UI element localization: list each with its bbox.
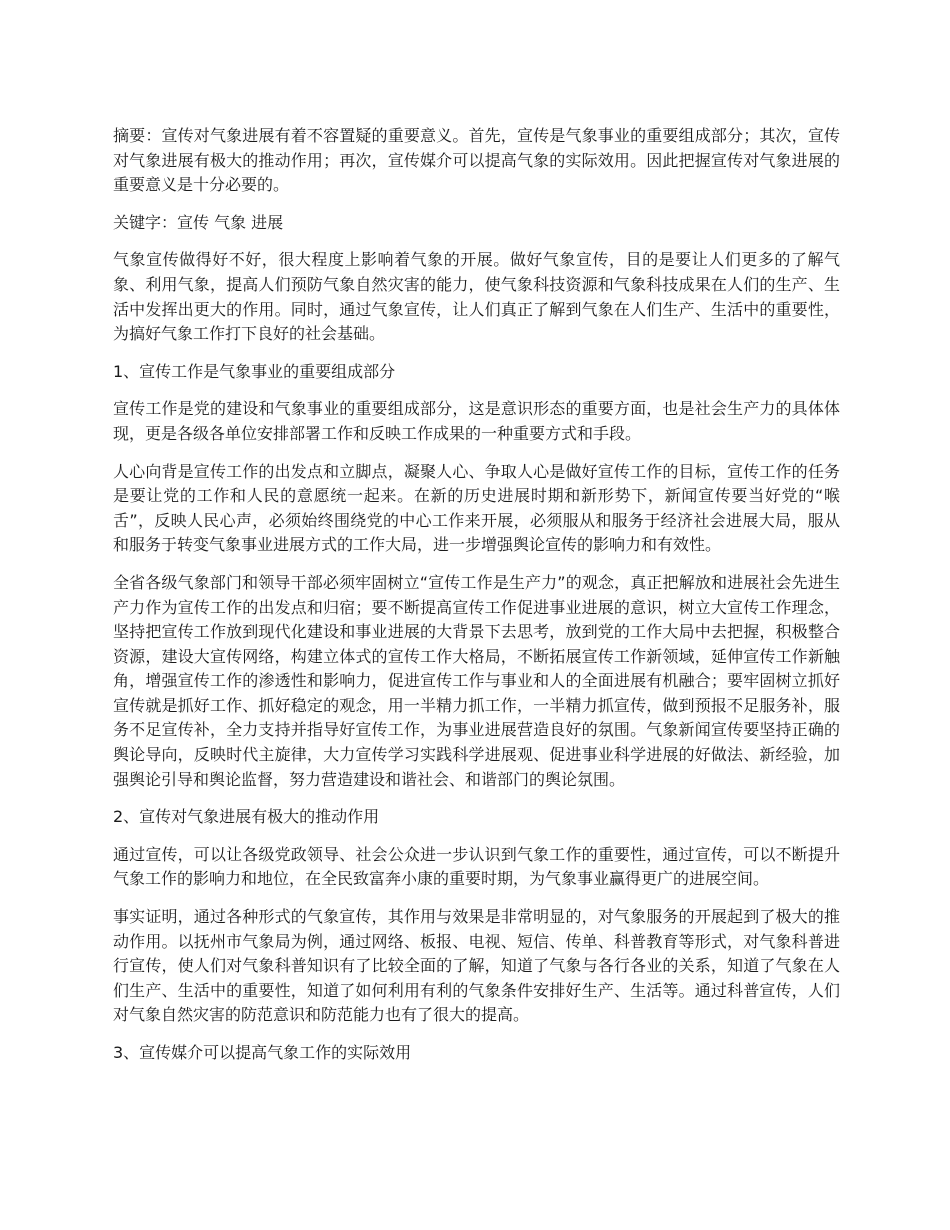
section-1-paragraph-3: 全省各级气象部门和领导干部必须牢固树立“宣传工作是生产力”的观念，真正把解放和进展社会先进生产力作为宣传工作的出发点和归宿；要不断提高宣传工作促进事业进展的意识，树立大宣传工作理念，坚持把宣传工作放到现代化建设和事业进展的大背景下去思考，放到党的工作大局中去把握，积极整合资源，建设大宣传网络，构建立体式的宣传工作大格局，不断拓展宣传工作新领域，延伸宣传工作新触角，增强宣传工作的渗透性和影响力，促进宣传工作与事业和人的全面进展有机融合；要牢固树立抓好宣传就是抓好工作、抓好稳定的观念，用一半精力抓工作，一半精力抓宣传，做到预报不足服务补，服务不足宣传补，全力支持并指导好宣传工作，为事业进展营造良好的氛围。气象新闻宣传要坚持正确的舆论导向，反映时代主旋律，大力宣传学习实践科学进展观、促进事业科学进展的好做法、新经验，加强舆论引导和舆论监督，努力营造建设和谐社会、和谐部门的舆论氛围。 [113, 572, 840, 789]
intro-paragraph: 气象宣传做得好不好，很大程度上影响着气象的开展。做好气象宣传，目的是要让人们更多的了解气象、利用气象，提高人们预防气象自然灾害的能力，使气象科技资源和气象科技成果在人们的生产、生活中发挥出更大的作用。同时，通过气象宣传，让人们真正了解到气象在人们生产、生活中的重要性，为搞好气象工作打下良好的社会基础。 [113, 250, 840, 344]
document-page [113, 124, 840, 1079]
section-2-paragraph-2: 事实证明，通过各种形式的气象宣传，其作用与效果是非常明显的，对气象服务的开展起到了极大的推动作用。以抚州市气象局为例，通过网络、板报、电视、短信、传单、科普教育等形式，对气象科普进行宣传，使人们对气象科普知识有了比较全面的了解，知道了气象与各行各业的关系，知道了气象在人们生产、生活中的重要性，知道了如何利用有利的气象条件安排好生产、生活等。通过科普宣传，人们对气象自然灾害的防范意识和防范能力也有了很大的提高。 [113, 907, 840, 1025]
section-1-paragraph-1: 宣传工作是党的建设和气象事业的重要组成部分，这是意识形态的重要方面，也是社会生产力的具体体现，更是各级各单位安排部署工作和反映工作成果的一种重要方式和手段。 [113, 399, 840, 443]
section-2-heading: 2、宣传对气象进展有极大的推动作用 [113, 807, 380, 827]
section-1-paragraph-2: 人心向背是宣传工作的出发点和立脚点，凝聚人心、争取人心是做好宣传工作的目标，宣传工作的任务是要让党的工作和人民的意愿统一起来。在新的历史进展时期和新形势下，新闻宣传要当好党的“喉舌”，反映人民心声，必须始终围绕党的中心工作来开展，必须服从和服务于经济社会进展大局，服从和服务于转变气象事业进展方式的工作大局，进一步增强舆论宣传的影响力和有效性。 [113, 461, 840, 555]
section-3-heading: 3、宣传媒介可以提高气象工作的实际效用 [113, 1043, 412, 1062]
abstract-paragraph: 摘要：宣传对气象进展有着不容置疑的重要意义。首先，宣传是气象事业的重要组成部分；其次，宣传对气象进展有极大的推动作用；再次，宣传媒介可以提高气象的实际效用。因此把握宣传对气象进展的重要意义是十分必要的。 [113, 126, 840, 195]
section-1-heading: 1、宣传工作是气象事业的重要组成部分 [113, 361, 396, 381]
keywords-line: 关键字：宣传 气象 进展 [113, 212, 284, 232]
section-2-paragraph-1: 通过宣传，可以让各级党政领导、社会公众进一步认识到气象工作的重要性，通过宣传，可以不断提升气象工作的影响力和地位，在全民致富奔小康的重要时期，为气象事业赢得更广的进展空间。 [113, 844, 840, 889]
